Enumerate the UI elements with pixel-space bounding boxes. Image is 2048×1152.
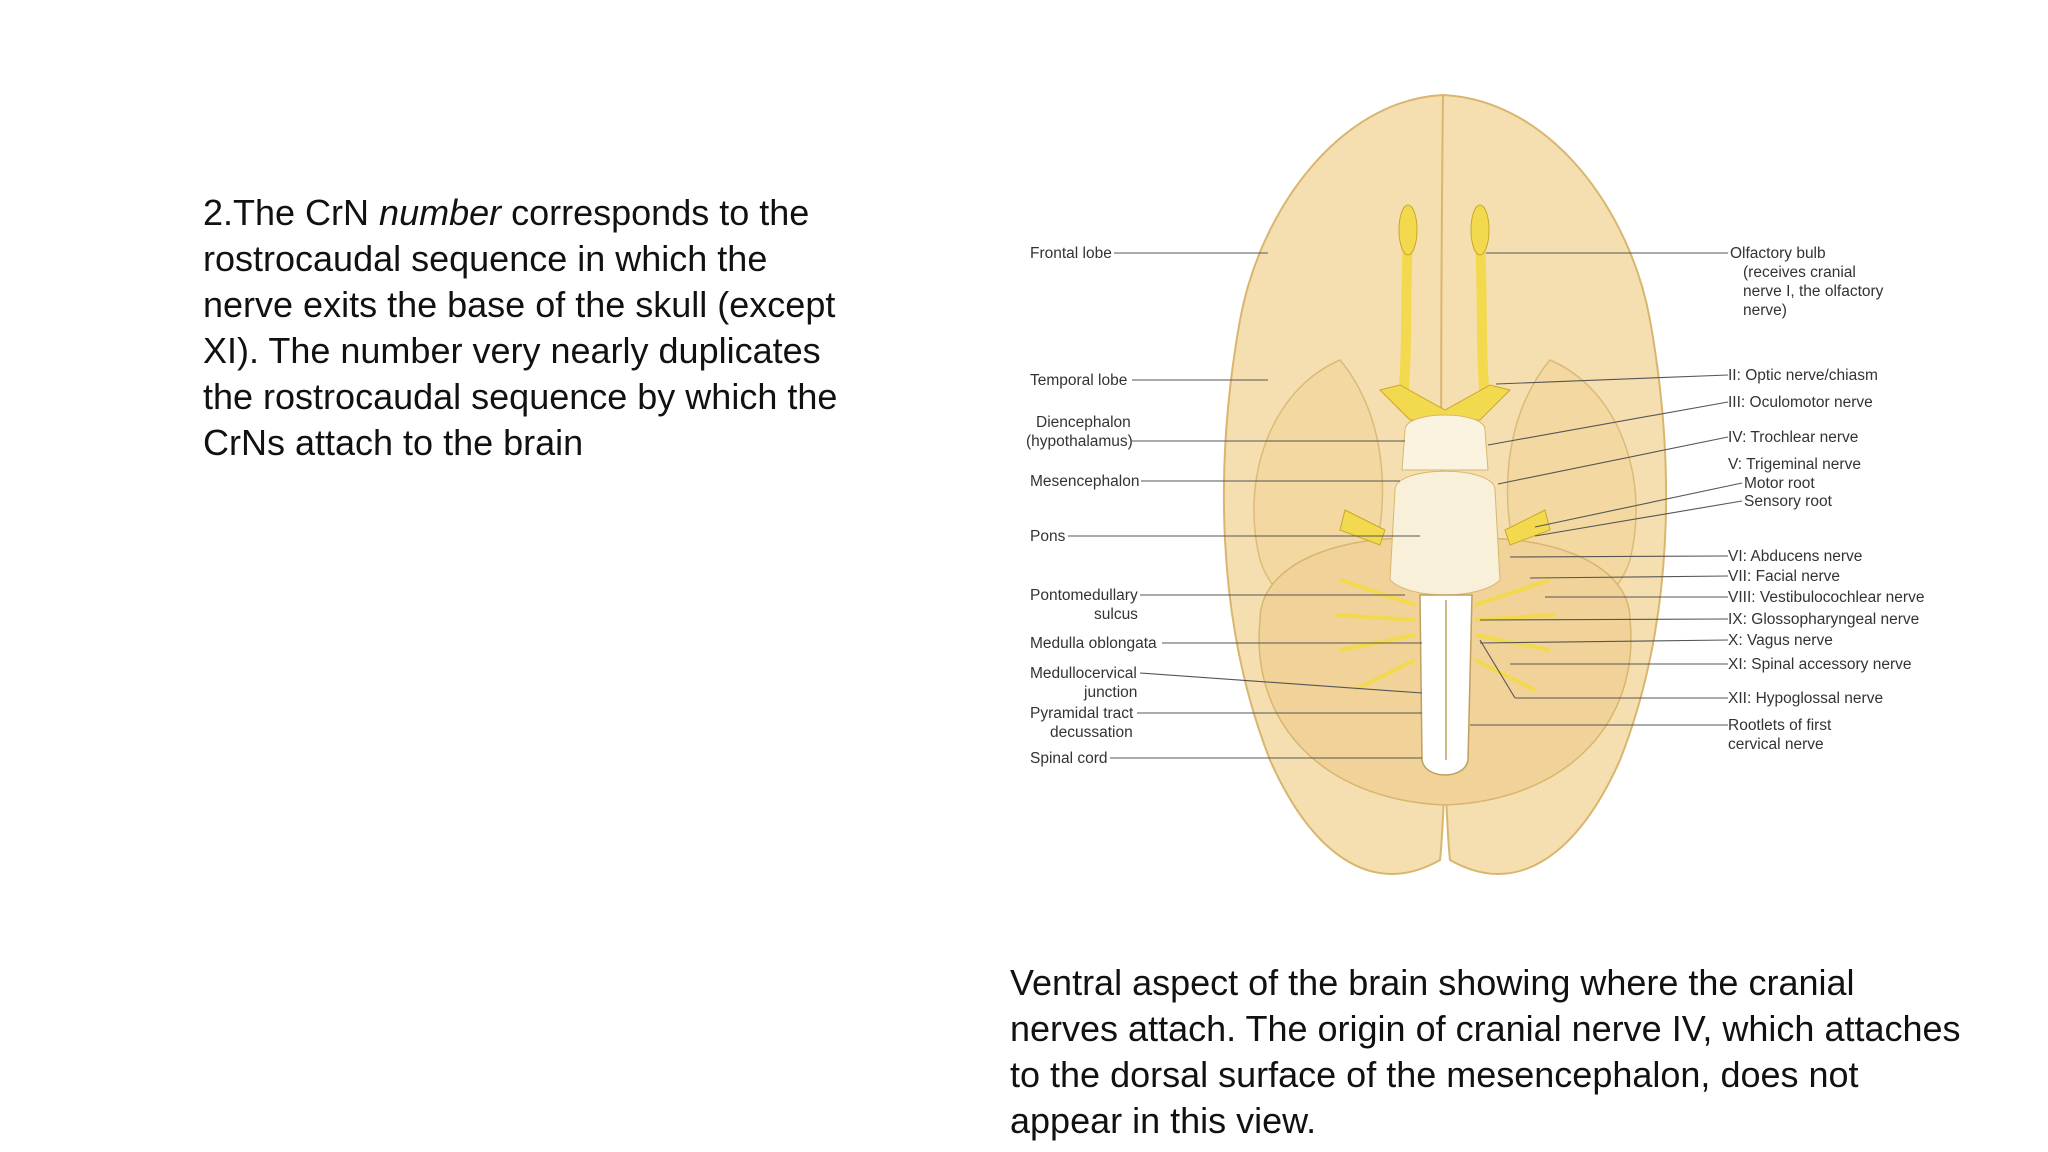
label-hypothalamus: (hypothalamus)	[1026, 433, 1133, 450]
label-olfactory-3: nerve I, the olfactory	[1743, 283, 1884, 300]
label-abducens-nerve: VI: Abducens nerve	[1728, 548, 1863, 565]
slide-body-text	[203, 190, 863, 466]
label-optic-nerve: II: Optic nerve/chiasm	[1728, 367, 1878, 384]
label-medullocervical: Medullocervical	[1030, 665, 1137, 682]
label-mesencephalon: Mesencephalon	[1030, 473, 1140, 490]
label-olfactory-2: (receives cranial	[1743, 264, 1856, 281]
olfactory-tract-right	[1480, 240, 1486, 410]
label-facial-nerve: VII: Facial nerve	[1728, 568, 1840, 585]
label-olfactory-4: nerve)	[1743, 302, 1787, 319]
label-vagus-nerve: X: Vagus nerve	[1728, 632, 1833, 649]
label-junction: junction	[1084, 684, 1138, 701]
figure-caption: Ventral aspect of the brain showing where the cranial nerves attach. The origin of cranial nerve IV, which attaches to the dorsal surface of the mesencephalon, does not appear in this view.	[1010, 962, 1961, 1141]
label-sensory-root: Sensory root	[1744, 493, 1832, 510]
olfactory-bulb-right	[1471, 205, 1489, 255]
label-sulcus: sulcus	[1094, 606, 1138, 623]
label-pons: Pons	[1030, 528, 1066, 545]
label-spinal-accessory-nerve: XI: Spinal accessory nerve	[1728, 656, 1912, 673]
label-rootlets-first-cervical: Rootlets of first	[1728, 717, 1832, 734]
label-medulla-oblongata: Medulla oblongata	[1030, 635, 1157, 652]
label-vestibulocochlear-nerve: VIII: Vestibulocochlear nerve	[1728, 589, 1925, 606]
label-trochlear-nerve: IV: Trochlear nerve	[1728, 429, 1859, 446]
label-pyramidal-tract: Pyramidal tract	[1030, 705, 1134, 722]
label-frontal-lobe: Frontal lobe	[1030, 245, 1112, 262]
label-motor-root: Motor root	[1744, 475, 1815, 492]
label-pontomedullary: Pontomedullary	[1030, 587, 1138, 604]
label-decussation: decussation	[1050, 724, 1133, 741]
olfactory-bulb-left	[1399, 205, 1417, 255]
label-glossopharyngeal-nerve: IX: Glossopharyngeal nerve	[1728, 611, 1920, 628]
hypothalamus	[1402, 415, 1488, 470]
label-trigeminal-nerve: V: Trigeminal nerve	[1728, 456, 1861, 473]
body-text-end: corresponds to the rostrocaudal sequence in which the nerve exits the base of the skull (except XI). The number very nearly duplicates the rostrocaudal sequence by which the CrNs attach to the brain	[203, 192, 838, 463]
brain-ventral-diagram	[1010, 60, 2048, 940]
label-olfactory-bulb: Olfactory bulb	[1730, 245, 1826, 262]
label-cervical-nerve: cervical nerve	[1728, 736, 1824, 753]
label-spinal-cord: Spinal cord	[1030, 750, 1108, 767]
label-temporal-lobe: Temporal lobe	[1030, 372, 1128, 389]
brain-ventral-illustration	[1010, 60, 2048, 940]
olfactory-tract-left	[1402, 240, 1408, 410]
label-diencephalon: Diencephalon	[1036, 414, 1131, 431]
pons	[1390, 471, 1500, 595]
body-text-start: 2.The CrN	[203, 192, 380, 233]
label-oculomotor-nerve: III: Oculomotor nerve	[1728, 394, 1873, 411]
body-text-italic: number	[379, 192, 502, 233]
label-hypoglossal-nerve: XII: Hypoglossal nerve	[1728, 690, 1884, 707]
